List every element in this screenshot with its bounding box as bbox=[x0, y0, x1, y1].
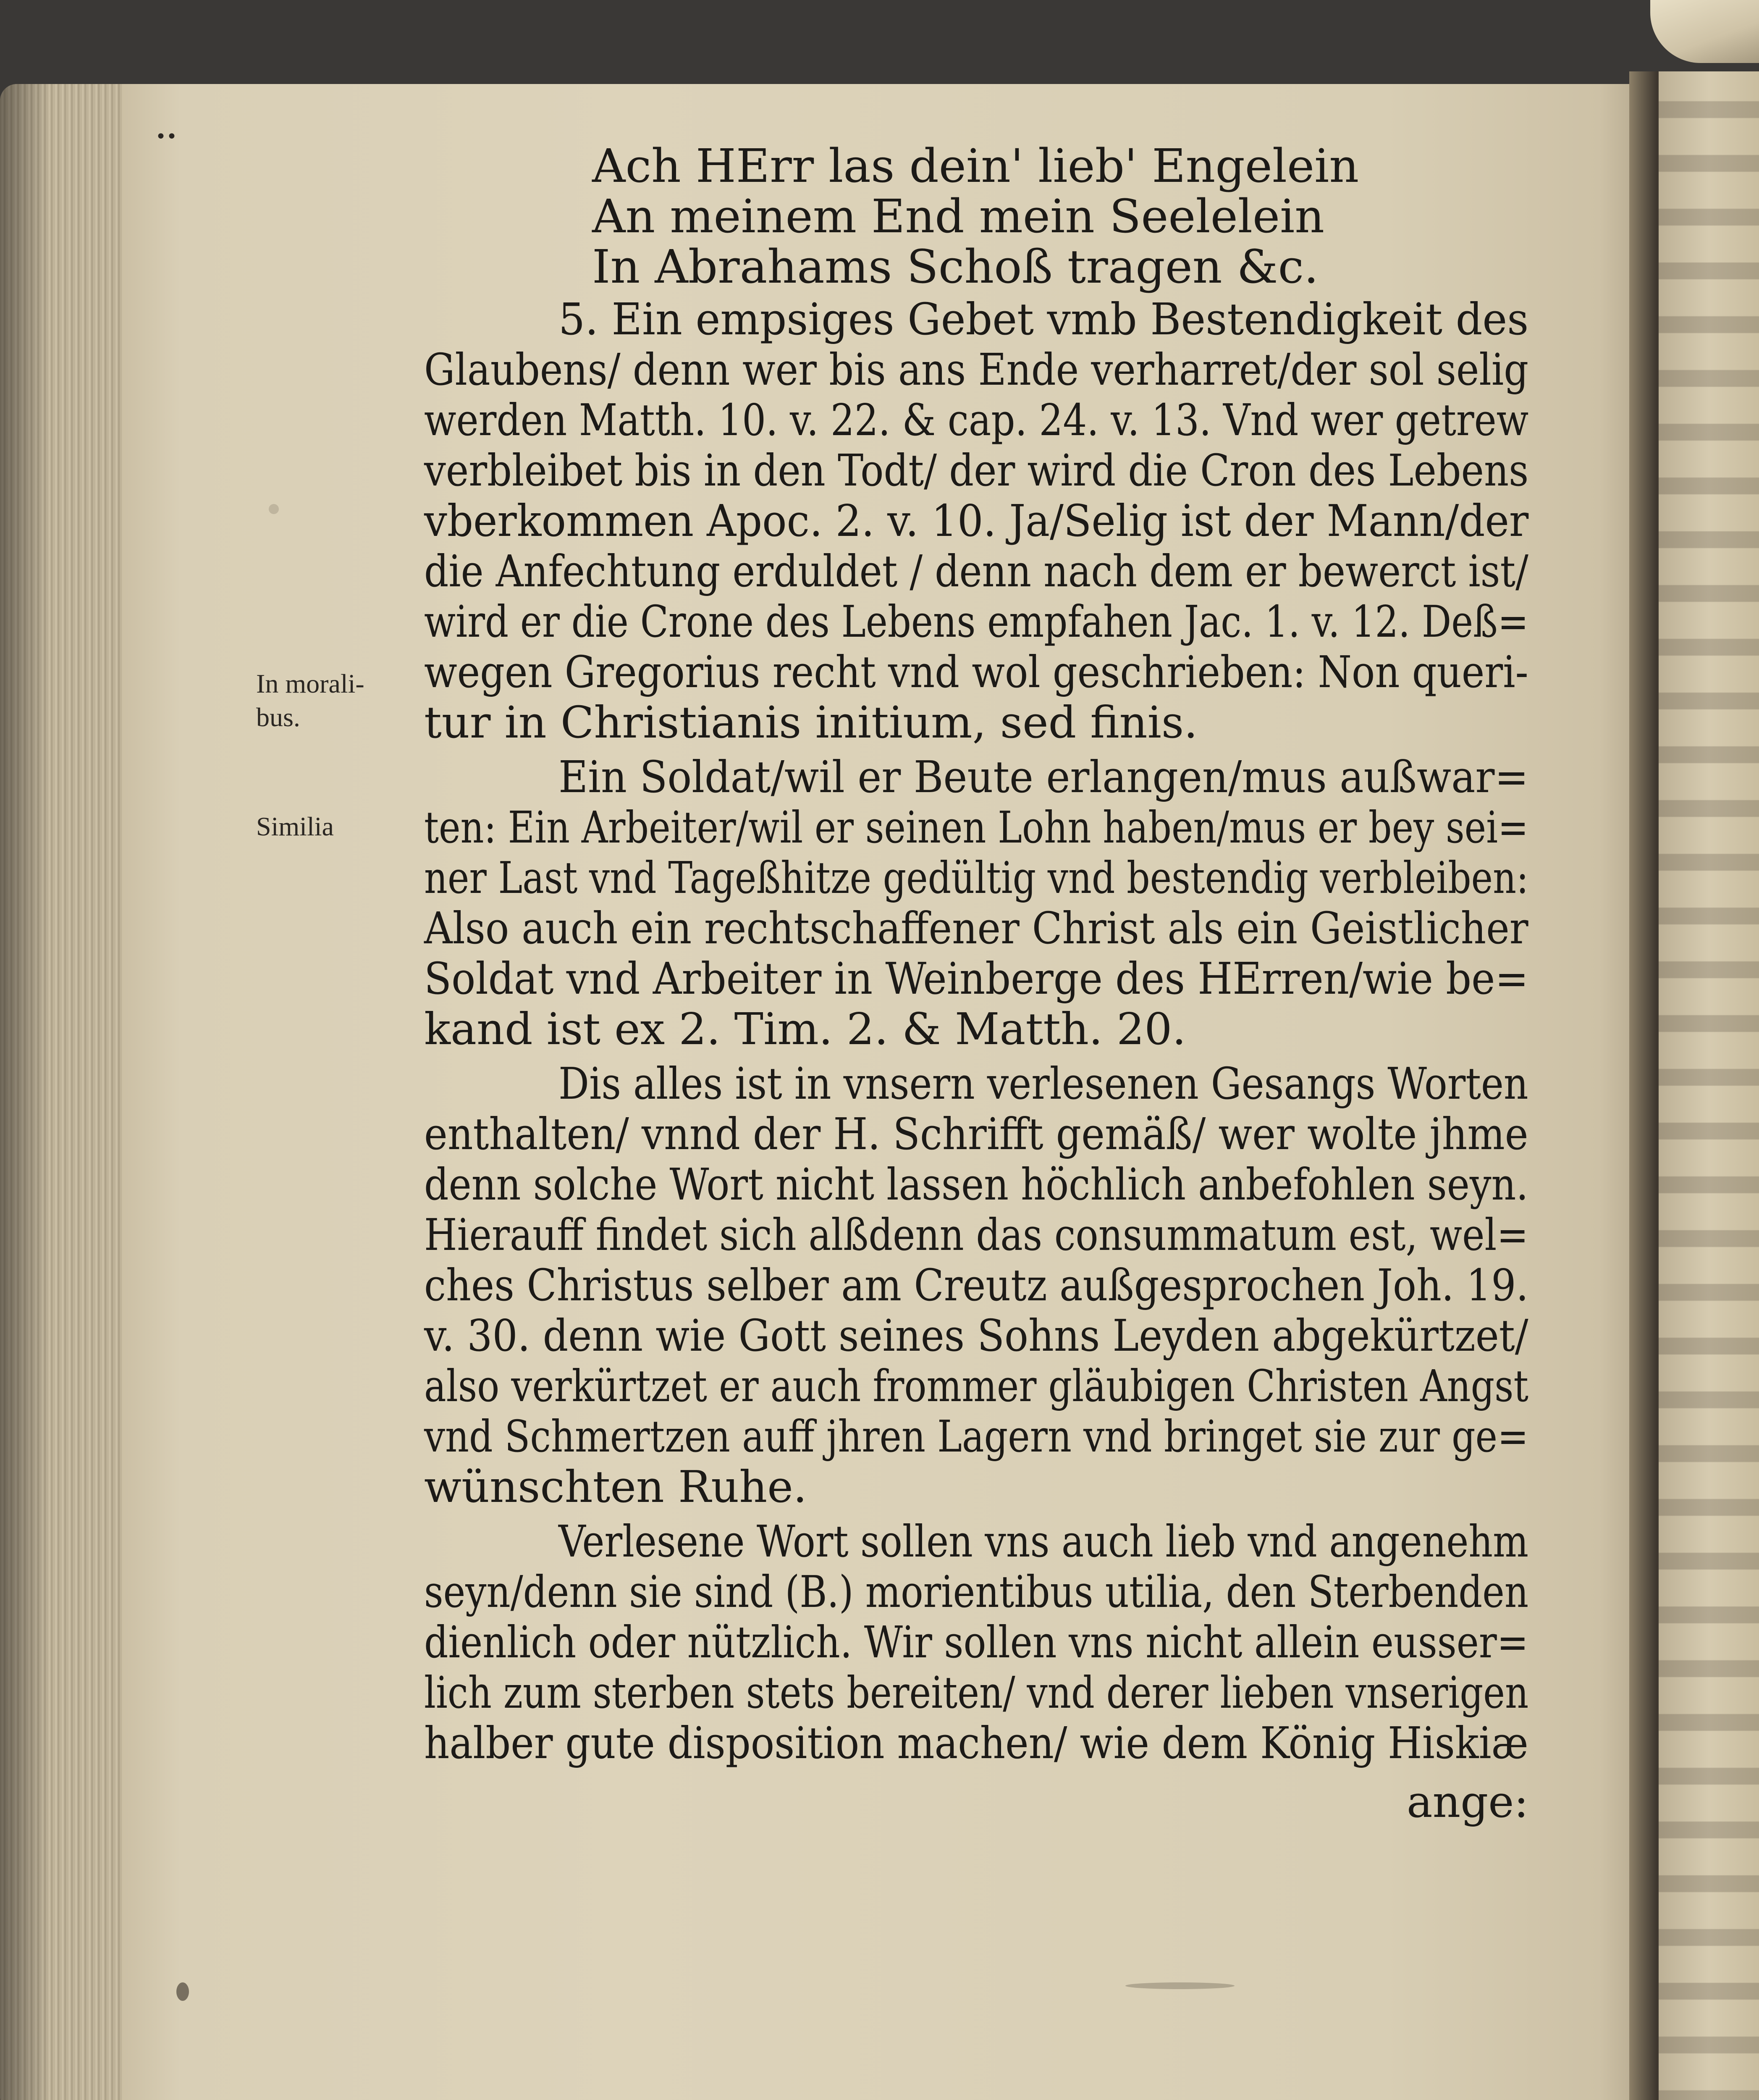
text-line: kand ist ex 2. Tim. 2. & Matth. 20. bbox=[424, 1003, 1186, 1055]
text-line: wünschten Ruhe. bbox=[424, 1461, 807, 1512]
text-line: Hierauff findet sich alßdenn das consummatum est, wel= bbox=[424, 1209, 1528, 1260]
text-line: denn solche Wort nicht lassen höchlich anbefohlen seyn. bbox=[424, 1159, 1528, 1210]
text-line: werden Matth. 10. v. 22. & cap. 24. v. 13. Vnd wer getrew bbox=[424, 394, 1529, 446]
text-line: halber gute disposition machen/ wie dem König Hiskiæ bbox=[424, 1717, 1528, 1769]
margin-note-similia: Similia bbox=[256, 811, 334, 841]
margin-note-moralibus-1: In morali- bbox=[256, 669, 364, 698]
text-line: vnd Schmertzen auff jhren Lagern vnd bringet sie zur ge= bbox=[424, 1411, 1529, 1462]
text-line: Glaubens/ denn wer bis ans Ende verharret/der sol selig bbox=[424, 344, 1529, 395]
text-line: vberkommen Apoc. 2. v. 10. Ja/Selig ist der Mann/der bbox=[424, 495, 1529, 546]
verse-line: An meinem End mein Seelelein bbox=[592, 189, 1325, 243]
margin-note-moralibus-2: bus. bbox=[256, 702, 300, 732]
text-line: verbleibet bis in den Todt/ der wird die Cron des Lebens bbox=[424, 445, 1529, 496]
text-line: enthalten/ vnnd der H. Schrifft gemäß/ wer wolte jhme bbox=[424, 1108, 1528, 1160]
text-line: ten: Ein Arbeiter/wil er seinen Lohn haben/mus er bey sei= bbox=[424, 802, 1529, 853]
text-line: dienlich oder nützlich. Wir sollen vns nicht allein eusser= bbox=[424, 1617, 1528, 1668]
text-line: ches Christus selber am Creutz außgesprochen Joh. 19. bbox=[424, 1260, 1528, 1311]
text-line: Verlesene Wort sollen vns auch lieb vnd angenehm bbox=[558, 1516, 1528, 1567]
text-line: Ein Soldat/wil er Beute erlangen/mus außwar= bbox=[558, 751, 1529, 803]
text-line: Also auch ein rechtschaffener Christ als ein Geistlicher bbox=[424, 903, 1528, 954]
text-line: also verkürtzet er auch frommer gläubigen Christen Angst bbox=[424, 1360, 1528, 1412]
catchword: ange: bbox=[1407, 1776, 1529, 1827]
text-line: v. 30. denn wie Gott seines Sohns Leyden abgekürtzet/ bbox=[424, 1310, 1528, 1361]
text-line: die Anfechtung erduldet / denn nach dem er bewerct ist/ bbox=[424, 546, 1528, 597]
text-line: wird er die Crone des Lebens empfahen Jac. 1. v. 12. Deß= bbox=[424, 596, 1529, 647]
text-line: lich zum sterben stets bereiten/ vnd derer lieben vnserigen bbox=[424, 1667, 1529, 1718]
text-line: 5. Ein empsiges Gebet vmb Bestendigkeit des bbox=[558, 294, 1529, 345]
verse-line: Ach HErr las dein' lieb' Engelein bbox=[592, 139, 1359, 193]
text-line: wegen Gregorius recht vnd wol geschrieben: Non queri- bbox=[424, 646, 1528, 698]
verse-line: In Abrahams Schoß tragen &c. bbox=[592, 240, 1319, 294]
corner-mark: •• bbox=[155, 126, 177, 147]
text-line: Dis alles ist in vnsern verlesenen Gesangs Worten bbox=[558, 1058, 1528, 1109]
text-line: seyn/denn sie sind (B.) morientibus utilia, den Sterbenden bbox=[424, 1566, 1529, 1617]
text-line: Soldat vnd Arbeiter in Weinberge des HErren/wie be= bbox=[424, 953, 1529, 1004]
text-line: tur in Christianis initium, sed finis. bbox=[424, 697, 1198, 748]
text-line: ner Last vnd Tageßhitze gedültig vnd bestendig verbleiben: bbox=[424, 852, 1529, 903]
